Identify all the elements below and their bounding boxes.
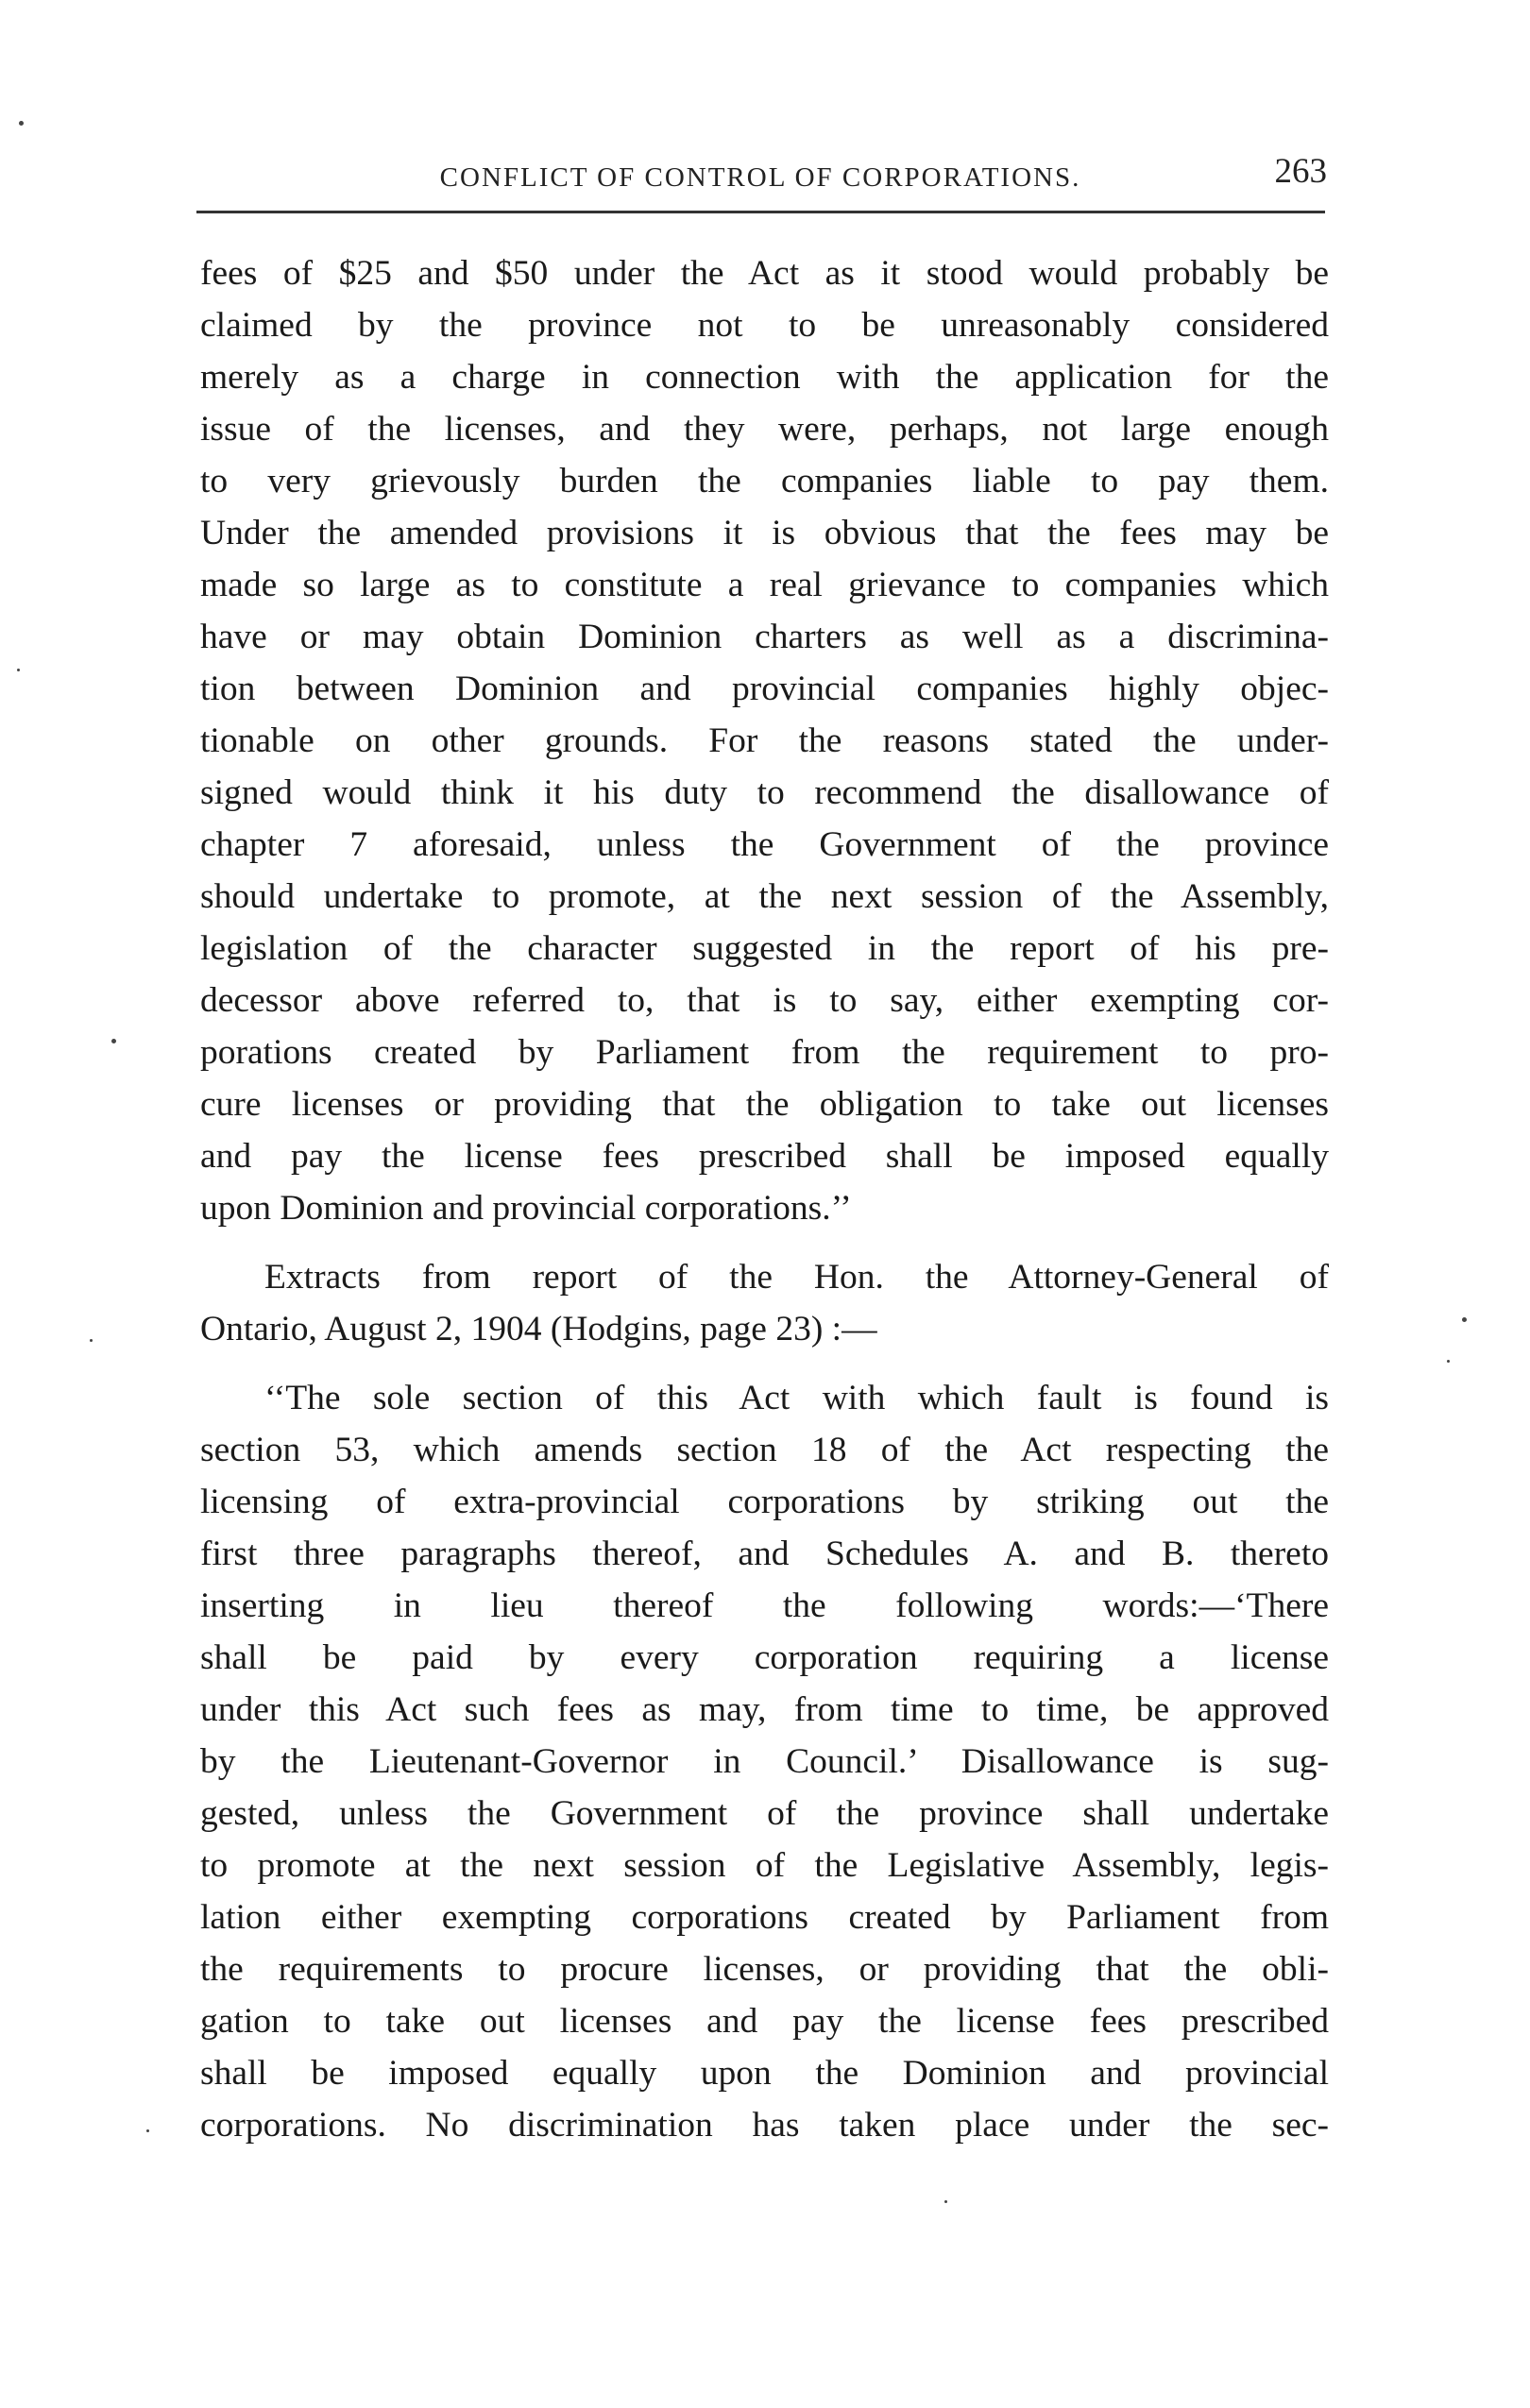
paragraph-gap <box>200 1355 1329 1372</box>
text-line: made so large as to constitute a real grievance to companies which <box>200 566 1329 604</box>
paragraph-attorney-general-quote <box>200 1372 1329 2151</box>
text-line: Under the amended provisions it is obvious that the fees may be <box>200 514 1329 552</box>
running-title: CONFLICT OF CONTROL OF CORPORATIONS. <box>439 162 1081 193</box>
header-rule <box>196 211 1325 213</box>
text-line: licensing of extra-provincial corporations by striking out the <box>200 1483 1329 1521</box>
scan-speck <box>944 2200 947 2203</box>
paragraph-gap <box>200 1234 1329 1251</box>
text-line: and pay the license fees prescribed shall be imposed equally <box>200 1137 1329 1176</box>
text-line: section 53, which amends section 18 of the Act respecting the <box>200 1431 1329 1469</box>
text-line: lation either exempting corporations created by Parliament from <box>200 1898 1329 1937</box>
text-line: to promote at the next session of the Legislative Assembly, legis- <box>200 1846 1329 1885</box>
text-line: fees of $25 and $50 under the Act as it stood would probably be <box>200 254 1329 293</box>
text-line: legislation of the character suggested in the report of his pre- <box>200 929 1329 968</box>
text-line: cure licenses or providing that the obligation to take out licenses <box>200 1085 1329 1124</box>
text-line: issue of the licenses, and they were, perhaps, not large enough <box>200 410 1329 449</box>
text-line: Extracts from report of the Hon. the Attorney-General of <box>264 1258 1329 1297</box>
text-line: gation to take out licenses and pay the license fees prescribed <box>200 2002 1329 2041</box>
text-line: tionable on other grounds. For the reasons stated the under- <box>200 721 1329 760</box>
text-line: corporations. No discrimination has taken place under the sec- <box>200 2106 1329 2145</box>
text-line: porations created by Parliament from the requirement to pro- <box>200 1033 1329 1072</box>
text-line: shall be paid by every corporation requiring a license <box>200 1638 1329 1677</box>
text-line: decessor above referred to, that is to say, either exempting cor- <box>200 981 1329 1020</box>
text-line: by the Lieutenant-Governor in Council.’ Disallowance is sug- <box>200 1742 1329 1781</box>
scan-speck <box>90 1339 93 1342</box>
text-line: inserting in lieu thereof the following words:—‘There <box>200 1586 1329 1625</box>
text-line: the requirements to procure licenses, or providing that the obli- <box>200 1950 1329 1989</box>
text-line: under this Act such fees as may, from time to time, be approved <box>200 1690 1329 1729</box>
text-line: should undertake to promote, at the next session of the Assembly, <box>200 877 1329 916</box>
paragraph-extracts-intro <box>200 1251 1329 1355</box>
scan-speck <box>111 1039 116 1043</box>
scan-speck <box>146 2129 149 2132</box>
text-line: Ontario, August 2, 1904 (Hodgins, page 23) :— <box>200 1310 877 1348</box>
scan-speck <box>17 669 20 671</box>
text-line: merely as a charge in connection with the application for the <box>200 358 1329 397</box>
page-number: 263 <box>1274 152 1327 191</box>
paragraph-continued-quote <box>200 247 1329 1234</box>
text-line: ‘‘The sole section of this Act with which fault is found is <box>264 1379 1329 1417</box>
text-line: first three paragraphs thereof, and Schedules A. and B. thereto <box>200 1535 1329 1573</box>
scan-speck <box>19 121 24 126</box>
text-line: claimed by the province not to be unreasonably considered <box>200 306 1329 345</box>
text-line: shall be imposed equally upon the Dominion and provincial <box>200 2054 1329 2093</box>
text-line: to very grievously burden the companies liable to pay them. <box>200 462 1329 500</box>
text-line: have or may obtain Dominion charters as well as a discrimina- <box>200 618 1329 656</box>
text-line: signed would think it his duty to recommend the disallowance of <box>200 773 1329 812</box>
text-line: gested, unless the Government of the province shall undertake <box>200 1794 1329 1833</box>
body-text <box>200 247 1329 2151</box>
running-head <box>194 151 1327 208</box>
scan-speck <box>1462 1317 1467 1322</box>
text-line: tion between Dominion and provincial companies highly objec- <box>200 670 1329 708</box>
scan-speck <box>1447 1360 1450 1363</box>
text-line: chapter 7 aforesaid, unless the Government of the province <box>200 825 1329 864</box>
text-line: upon Dominion and provincial corporations.’’ <box>200 1189 852 1228</box>
